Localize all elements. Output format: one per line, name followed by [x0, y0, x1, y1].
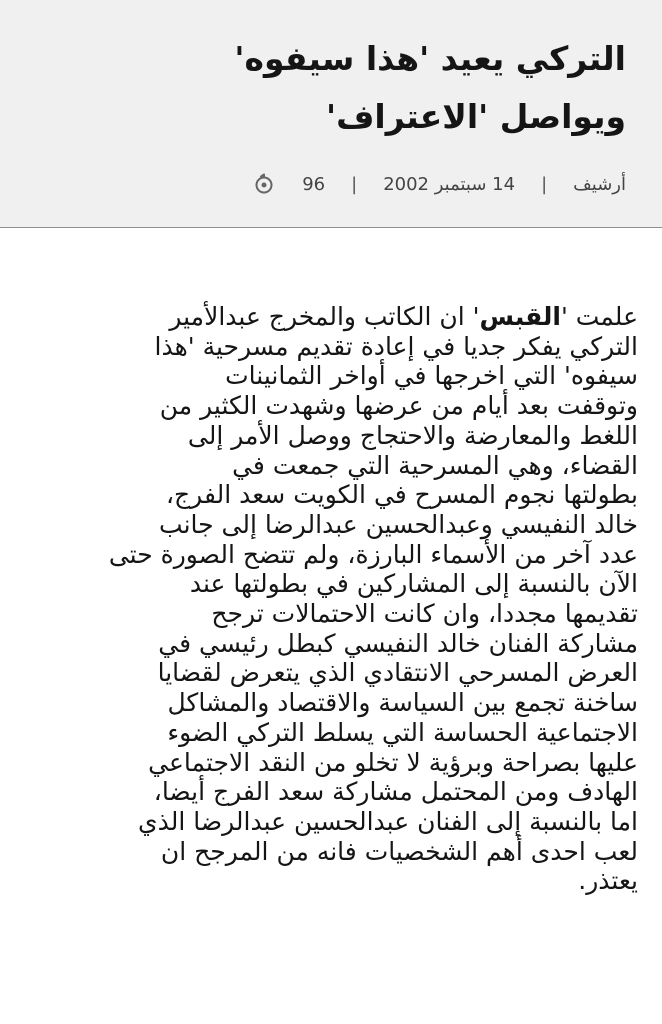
article-line: ساخنة تجمع بين السياسة والاقتصاد والمشاكل: [167, 688, 638, 718]
views-count: 96: [302, 173, 326, 195]
article-line: عدد آخر من الأسماء البارزة، ولم تتضح الصورة حتى: [108, 539, 638, 569]
article-line: مشاركة الفنان خالد النفيسي كبطل رئيسي في: [158, 628, 638, 658]
eye-ring-icon: [254, 173, 274, 195]
publish-date: 14 سبتمبر 2002: [383, 173, 516, 195]
article-line: عليها بصراحة وبرؤية لا تخلو من النقد الاجتماعي: [148, 747, 638, 777]
article-line: التركي يفكر جديا في إعادة تقديم مسرحية 'هذا: [154, 331, 638, 361]
article-line: الهادف ومن المحتمل مشاركة سعد الفرج أيضا،: [153, 777, 638, 807]
article-line: [22, 302, 638, 332]
article-header: [0, 0, 662, 228]
meta-separator: |: [351, 173, 358, 195]
intro-prefix: علمت ': [560, 302, 638, 331]
article-line: بطولتها نجوم المسرح في الكويت سعد الفرج،: [165, 480, 638, 510]
article-line: الآن بالنسبة إلى المشاركين في بطولتها عند: [189, 569, 638, 599]
article-line: لعب احدى أهم الشخصيات فانه من المرجح ان: [160, 836, 638, 866]
article-line: يعتذر.: [578, 866, 638, 896]
article-line: اللغط والمعارضة والاحتجاج ووصل الأمر إلى: [187, 420, 638, 450]
article-body: [22, 302, 638, 896]
article-line: اما بالنسبة إلى الفنان عبدالحسين عبدالرضا الذي: [138, 806, 638, 836]
article-title: التركي يعيد 'هذا سيفوه' ويواصل 'الاعتراف': [234, 39, 626, 136]
category-link[interactable]: أرشيف: [573, 173, 626, 195]
meta-separator: |: [541, 173, 548, 195]
article-line-text: ' ان الكاتب والمخرج عبدالأمير: [169, 302, 480, 331]
article-line: العرض المسرحي الانتقادي الذي يتعرض لقضايا: [157, 658, 638, 688]
article-line: وتوقفت بعد أيام من عرضها وشهدت الكثير من: [159, 391, 638, 421]
article-line: الاجتماعية الحساسة التي يسلط التركي الضوء: [167, 717, 638, 747]
article-line: القضاء، وهي المسرحية التي جمعت في: [232, 450, 638, 480]
article-line: تقديمها مجددا، وان كانت الاحتمالات ترجح: [211, 599, 638, 629]
source-name: القبس: [479, 302, 561, 331]
article-meta: [254, 164, 626, 204]
article-line: خالد النفيسي وعبدالحسين عبدالرضا إلى جانب: [159, 509, 638, 539]
article-line: سيفوه' التي اخرجها في أواخر الثمانينات: [225, 361, 638, 391]
